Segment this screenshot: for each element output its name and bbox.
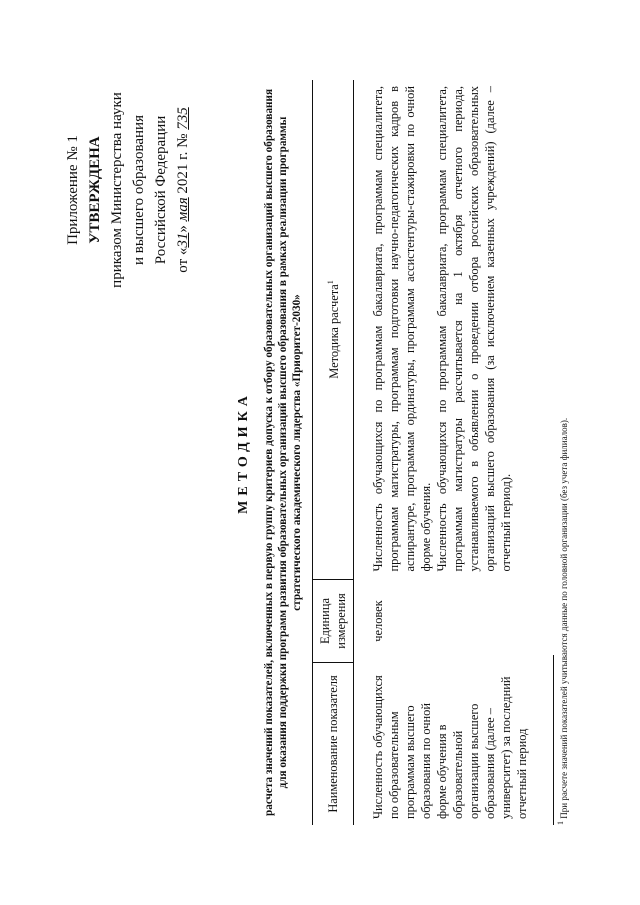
approved-label: УТВЕРЖДЕНА (87, 136, 103, 244)
method-paragraph-2: Численность обучающихся по программам бакалавриата, программам специалитета, программам магистратуры рассчитывается на 1 октября отчетного периода, устанавливаемого в объявлении о проведении отбора российских образовательных организаций высшего образования (за исключением казенных учреждений) (далее – отчетный период). (435, 86, 513, 572)
date-prefix: от « (175, 247, 191, 273)
footnote-mark: 1 (556, 821, 565, 825)
order-line-3: Российской Федерации (153, 115, 169, 265)
order-line-2: и высшего образования (131, 115, 147, 265)
header-unit: Единица измерения (313, 580, 354, 663)
date-month: мая (175, 197, 191, 222)
date-day: 31 (175, 232, 191, 248)
footnote (556, 80, 569, 825)
date-year: 2021 г. № (175, 129, 191, 198)
table-header-row (313, 80, 354, 825)
document-subtitle: расчета значений показателей, включенных в первую группу критериев допуска к отбору образовательных организаций высшего образования для оказания поддержки программ развития образовательных организаций высшего образования в рамках реализации программы стратегического академического лидерства «Приоритет-2030» (263, 89, 303, 816)
header-method-label: Методика расчета (327, 284, 342, 379)
footnote-divider (553, 655, 554, 825)
order-number: 735 (175, 107, 191, 130)
footnote-text: При расчете значений показателей учитываются данные по головной организации (без учета филиалов). (559, 417, 569, 821)
approval-block (62, 70, 194, 310)
header-footnote-mark: 1 (326, 280, 336, 285)
order-line-1: приказом Министерства науки (109, 92, 125, 288)
appendix-number: Приложение № 1 (65, 135, 81, 245)
methodology-table (312, 80, 534, 825)
unit-cell: человек (371, 600, 385, 642)
table-row (354, 80, 535, 825)
document-title: МЕТОДИКА (236, 391, 251, 514)
indicator-cell: Численность обучающихся по образовательным программам высшего образования по очной форме обучения в образовательной организации высшего образования (далее – университет) за последний отчетный период (371, 675, 529, 819)
header-method (313, 80, 354, 580)
header-indicator: Наименование показателя (313, 663, 354, 826)
method-paragraph-1: Численность обучающихся по программам бакалавриата, программам специалитета, программам магистратуры, программам подготовки научно-педагогических кадров в аспирантуре, программам ординатуры, программам ассистентуры-стажировки по очной форме обучения. (371, 86, 433, 572)
date-separator: » (175, 221, 191, 233)
order-date-line (172, 70, 194, 310)
method-cell (354, 80, 535, 580)
